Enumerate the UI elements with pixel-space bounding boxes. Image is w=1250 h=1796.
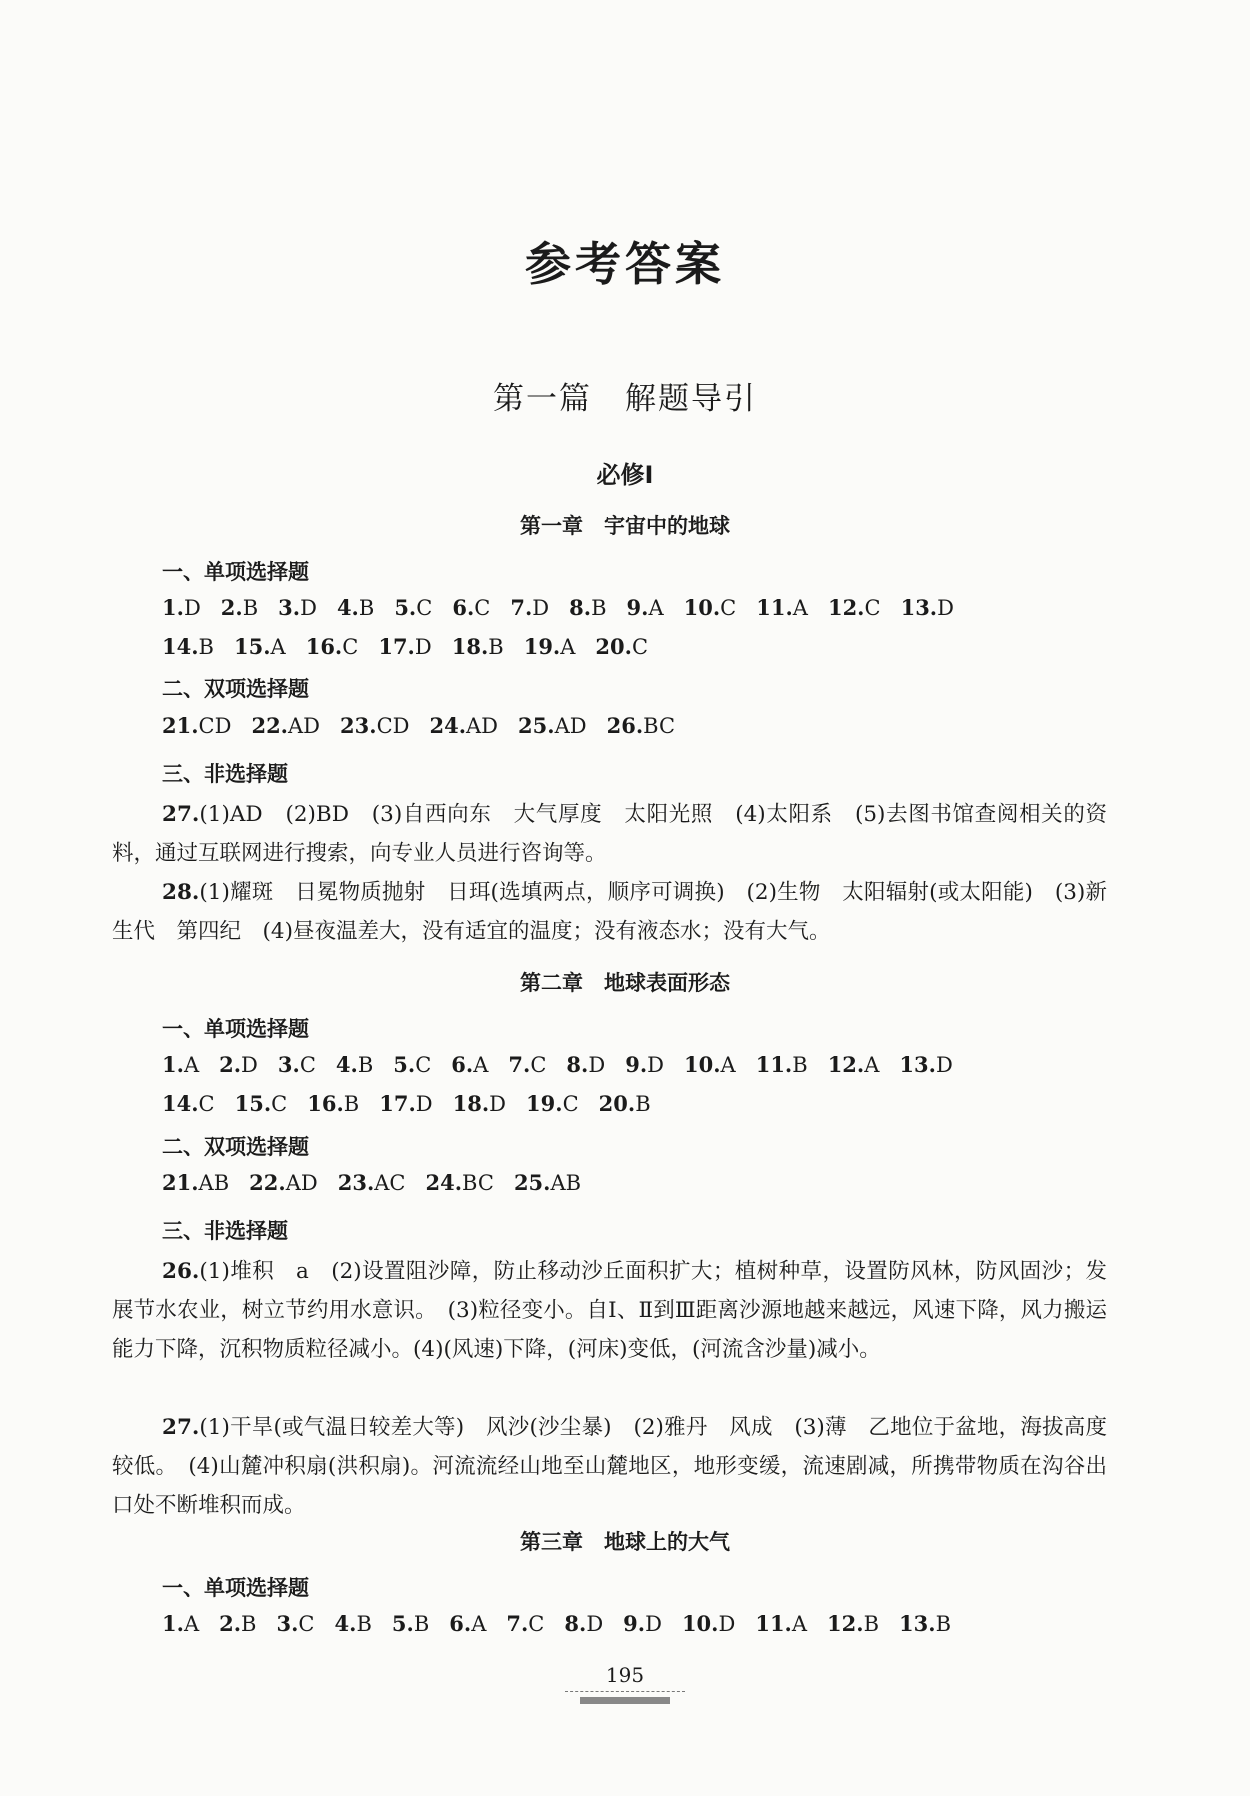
answer-choice: A — [791, 1612, 808, 1636]
answer-item — [569, 595, 606, 620]
answer-number: 12. — [827, 1052, 865, 1077]
section-heading: 一、单项选择题 — [162, 560, 309, 584]
answer-item — [452, 634, 504, 659]
answer-number: 23. — [340, 713, 377, 738]
answer-number: 20. — [598, 1091, 636, 1116]
section-heading: 一、单项选择题 — [162, 1576, 309, 1600]
answer-choice: A — [560, 635, 576, 659]
section-heading: 二、双项选择题 — [162, 677, 309, 701]
answer-item — [338, 1170, 406, 1195]
chapter-heading: 第三章 地球上的大气 — [520, 1530, 730, 1554]
answer-item — [378, 634, 431, 659]
answer-item — [340, 713, 409, 738]
answer-item — [756, 1052, 808, 1077]
answer-number: 3. — [278, 595, 301, 620]
answer-number: 14. — [162, 634, 199, 659]
answer-item — [756, 595, 808, 620]
answer-row — [162, 1170, 1112, 1195]
answer-number: 8. — [564, 1611, 587, 1636]
answer-row — [162, 1611, 1112, 1636]
answer-choice: B — [935, 1612, 952, 1636]
answer-item — [276, 1611, 314, 1636]
answer-item — [234, 634, 286, 659]
answer-item — [518, 713, 587, 738]
answer-choice: AD — [288, 714, 321, 738]
answer-item — [219, 1052, 258, 1077]
answer-number: 11. — [755, 1611, 792, 1636]
answer-choice: D — [414, 635, 432, 659]
answer-item — [337, 595, 374, 620]
answer-item — [162, 1052, 199, 1077]
answer-item — [162, 634, 214, 659]
answer-choice: AC — [374, 1171, 406, 1195]
answer-item — [514, 1170, 581, 1195]
answer-item — [453, 1091, 506, 1116]
answer-choice: B — [488, 635, 504, 659]
answer-number: 17. — [379, 1091, 416, 1116]
answer-text: (1)耀斑 日冕物质抛射 日珥(选填两点，顺序可调换) (2)生物 太阳辐射(或太阳能) (3)新生代 第四纪 (4)昼夜温差大，没有适宜的温度；没有液态水；没有大气。 — [112, 880, 1107, 944]
answer-paragraph — [112, 1252, 1107, 1369]
answer-item — [755, 1611, 807, 1636]
answer-choice: AD — [285, 1171, 318, 1195]
section-heading: 三、非选择题 — [162, 1219, 288, 1243]
answer-row — [162, 595, 1112, 620]
answer-number: 10. — [683, 1052, 721, 1077]
answer-choice: D — [300, 596, 317, 620]
answer-number: 6. — [449, 1611, 472, 1636]
answer-paragraph — [112, 873, 1107, 951]
answer-choice: C — [416, 596, 433, 620]
answer-number: 19. — [526, 1091, 563, 1116]
answer-item — [449, 1611, 486, 1636]
answer-choice: C — [474, 596, 491, 620]
answer-number: 19. — [523, 634, 561, 659]
answer-item — [219, 1611, 256, 1636]
answer-number: 21. — [162, 713, 199, 738]
answer-choice: D — [532, 596, 550, 620]
answer-item — [595, 634, 648, 659]
answer-choice: C — [415, 1053, 432, 1077]
answer-number: 11. — [756, 595, 793, 620]
answer-choice: A — [648, 596, 664, 620]
answer-choice: C — [562, 1092, 579, 1116]
answer-choice: A — [864, 1053, 880, 1077]
answer-number: 20. — [595, 634, 632, 659]
answer-item — [627, 595, 664, 620]
answer-number: 16. — [305, 634, 343, 659]
answer-item — [828, 595, 881, 620]
answer-item — [335, 1611, 372, 1636]
answer-item — [899, 1611, 951, 1636]
answer-choice: C — [720, 596, 737, 620]
answer-paragraph — [112, 795, 1107, 873]
answer-number: 23. — [337, 1170, 375, 1195]
page-title: 参考答案 — [525, 237, 725, 291]
answer-number: 11. — [755, 1052, 793, 1077]
answer-item — [452, 595, 490, 620]
answer-number: 22. — [251, 713, 288, 738]
answer-number: 1. — [162, 1052, 184, 1077]
chapter-heading: 第一章 宇宙中的地球 — [520, 514, 730, 538]
answer-number: 2. — [219, 1611, 242, 1636]
answer-item — [379, 1091, 432, 1116]
answer-choice: BC — [643, 714, 676, 738]
answer-number: 4. — [334, 1611, 357, 1636]
part-heading: 第一篇 解题导引 — [493, 381, 757, 417]
answer-text: (1)AD (2)BD (3)自西向东 大气厚度 太阳光照 (4)太阳系 (5)去图书馆查阅相关的资料，通过互联网进行搜索，向专业人员进行咨询等。 — [112, 802, 1107, 866]
answer-choice: BC — [462, 1171, 494, 1195]
answer-number: 1. — [162, 1611, 184, 1636]
answer-choice: A — [792, 596, 808, 620]
answer-row — [162, 1091, 1112, 1116]
answer-choice: B — [343, 1092, 360, 1116]
answer-choice: C — [298, 1612, 315, 1636]
answer-choice: D — [935, 1053, 953, 1077]
answer-choice: B — [863, 1612, 880, 1636]
answer-item — [221, 595, 258, 620]
answer-choice: D — [647, 1053, 664, 1077]
section-heading: 三、非选择题 — [162, 762, 288, 786]
answer-item — [426, 1170, 494, 1195]
answer-number: 24. — [425, 1170, 463, 1195]
answer-item — [526, 1091, 579, 1116]
answer-choice: D — [489, 1092, 507, 1116]
answer-item — [684, 595, 737, 620]
question-number: 26. — [162, 1259, 200, 1284]
answer-number: 2. — [219, 1052, 242, 1077]
answer-choice: B — [198, 635, 214, 659]
answer-choice: B — [358, 596, 375, 620]
page-number-bar — [580, 1697, 670, 1704]
answer-choice: A — [183, 1612, 200, 1636]
answer-item — [899, 1052, 952, 1077]
answer-number: 3. — [277, 1052, 300, 1077]
answer-text: (1)干旱(或气温日较差大等) 风沙(沙尘暴) (2)雅丹 风成 (3)薄 乙地位于盆地，海拔高度较低。 (4)山麓冲积扇(洪积扇)。河流流经山地至山麓地区，地形变缓，流速剧减，所携带物质在沟谷出口处不断堆积而成。 — [112, 1415, 1107, 1518]
answer-item — [162, 1091, 215, 1116]
section-heading: 二、双项选择题 — [162, 1135, 309, 1159]
answer-choice: B — [635, 1092, 651, 1116]
answer-paragraph — [112, 1408, 1107, 1525]
answer-choice: AD — [554, 714, 587, 738]
answer-item — [394, 595, 432, 620]
answer-item — [162, 1170, 229, 1195]
answer-number: 1. — [162, 595, 184, 620]
answer-number: 24. — [429, 713, 467, 738]
answer-number: 9. — [625, 1052, 648, 1077]
answer-item — [162, 595, 201, 620]
answer-number: 12. — [827, 1611, 864, 1636]
answer-number: 2. — [220, 595, 243, 620]
answer-choice: B — [241, 1612, 257, 1636]
page-number: 195 — [605, 1663, 645, 1687]
answer-item — [623, 1611, 662, 1636]
answer-text: (1)堆积 a (2)设置阻沙障，防止移动沙丘面积扩大；植树种草，设置防风林，防风固沙；发展节水农业，树立节约用水意识。 (3)粒径变小。自Ⅰ、Ⅱ到Ⅲ距离沙源地越来越远，风速下降，风力搬运能力下降，沉积物质粒径减小。(4)(风速)下降，(河床)变低，(河流含沙量)减小。 — [112, 1259, 1107, 1362]
answer-item — [278, 1052, 316, 1077]
answer-item — [510, 595, 549, 620]
answer-number: 21. — [162, 1170, 199, 1195]
answer-item — [451, 1052, 488, 1077]
answer-item — [162, 713, 231, 738]
answer-number: 25. — [513, 1170, 551, 1195]
answer-row — [162, 634, 1112, 659]
answer-choice: D — [937, 596, 954, 620]
answer-number: 25. — [518, 713, 555, 738]
answer-item — [564, 1611, 603, 1636]
answer-item — [566, 1052, 605, 1077]
answer-row — [162, 1052, 1112, 1077]
answer-item — [278, 595, 317, 620]
answer-number: 5. — [394, 595, 417, 620]
answer-choice: B — [356, 1612, 372, 1636]
answer-number: 8. — [566, 1052, 589, 1077]
answer-number: 18. — [451, 634, 489, 659]
answer-choice: B — [413, 1612, 430, 1636]
answer-item — [599, 1091, 651, 1116]
answer-choice: D — [718, 1612, 736, 1636]
answer-item — [393, 1052, 431, 1077]
chapter-heading: 第二章 地球表面形态 — [520, 971, 730, 995]
answer-item — [607, 713, 675, 738]
answer-choice: D — [586, 1612, 604, 1636]
answer-item — [828, 1052, 880, 1077]
answer-number: 7. — [506, 1611, 529, 1636]
answer-choice: C — [198, 1092, 215, 1116]
answer-number: 13. — [899, 1611, 936, 1636]
answer-item — [429, 713, 498, 738]
answer-choice: D — [415, 1092, 433, 1116]
question-number: 28. — [162, 880, 200, 905]
answer-number: 12. — [827, 595, 865, 620]
answer-number: 6. — [452, 595, 475, 620]
page-number-rule — [565, 1691, 685, 1692]
answer-item — [251, 713, 320, 738]
answer-number: 4. — [335, 1052, 358, 1077]
answer-number: 5. — [391, 1611, 414, 1636]
answer-number: 26. — [606, 713, 644, 738]
answer-choice: CD — [376, 714, 410, 738]
answer-item — [684, 1052, 736, 1077]
answer-number: 9. — [626, 595, 649, 620]
answer-number: 5. — [393, 1052, 416, 1077]
answer-item — [827, 1611, 879, 1636]
answer-choice: AB — [550, 1171, 582, 1195]
answer-item — [392, 1611, 429, 1636]
answer-choice: AD — [466, 714, 499, 738]
answer-item — [306, 634, 359, 659]
answer-choice: B — [792, 1053, 808, 1077]
answer-number: 15. — [233, 634, 271, 659]
answer-item — [506, 1611, 544, 1636]
answer-number: 22. — [249, 1170, 286, 1195]
answer-number: 6. — [451, 1052, 474, 1077]
answer-choice: AB — [198, 1171, 230, 1195]
answer-choice: D — [645, 1612, 662, 1636]
answer-number: 16. — [307, 1091, 344, 1116]
answer-number: 10. — [681, 1611, 719, 1636]
answer-item — [682, 1611, 735, 1636]
answer-choice: A — [473, 1053, 489, 1077]
section-heading: 一、单项选择题 — [162, 1017, 309, 1041]
answer-choice: D — [183, 596, 201, 620]
question-number: 27. — [162, 1415, 200, 1440]
answer-choice: B — [591, 596, 607, 620]
answer-choice: D — [241, 1053, 258, 1077]
answer-item — [901, 595, 954, 620]
answer-choice: D — [588, 1053, 606, 1077]
answer-item — [524, 634, 576, 659]
answer-choice: C — [342, 635, 359, 659]
answer-number: 15. — [234, 1091, 272, 1116]
answer-number: 7. — [510, 595, 533, 620]
answer-number: 9. — [623, 1611, 646, 1636]
answer-row — [162, 713, 1112, 738]
answer-item — [235, 1091, 288, 1116]
answer-number: 10. — [683, 595, 721, 620]
answer-choice: C — [271, 1092, 288, 1116]
answer-choice: C — [299, 1053, 316, 1077]
answer-choice: C — [864, 596, 881, 620]
answer-number: 4. — [336, 595, 359, 620]
answer-number: 13. — [900, 595, 938, 620]
answer-choice: A — [183, 1053, 200, 1077]
answer-item — [307, 1091, 359, 1116]
answer-number: 18. — [452, 1091, 490, 1116]
answer-number: 17. — [378, 634, 415, 659]
answer-choice: A — [270, 635, 286, 659]
answer-choice: C — [528, 1612, 545, 1636]
answer-choice: CD — [198, 714, 232, 738]
answer-item — [508, 1052, 546, 1077]
module-heading: 必修Ⅰ — [596, 461, 654, 489]
answer-item — [625, 1052, 664, 1077]
answer-item — [336, 1052, 373, 1077]
answer-number: 13. — [899, 1052, 936, 1077]
answer-number: 3. — [276, 1611, 299, 1636]
answer-number: 14. — [162, 1091, 199, 1116]
answer-item — [162, 1611, 199, 1636]
answer-choice: C — [530, 1053, 547, 1077]
answer-choice: A — [471, 1612, 487, 1636]
answer-item — [249, 1170, 318, 1195]
answer-choice: B — [242, 596, 259, 620]
answer-number: 7. — [508, 1052, 531, 1077]
answer-choice: B — [357, 1053, 374, 1077]
answer-choice: C — [631, 635, 649, 659]
answer-choice: A — [720, 1053, 736, 1077]
answer-number: 8. — [569, 595, 592, 620]
question-number: 27. — [162, 802, 200, 827]
